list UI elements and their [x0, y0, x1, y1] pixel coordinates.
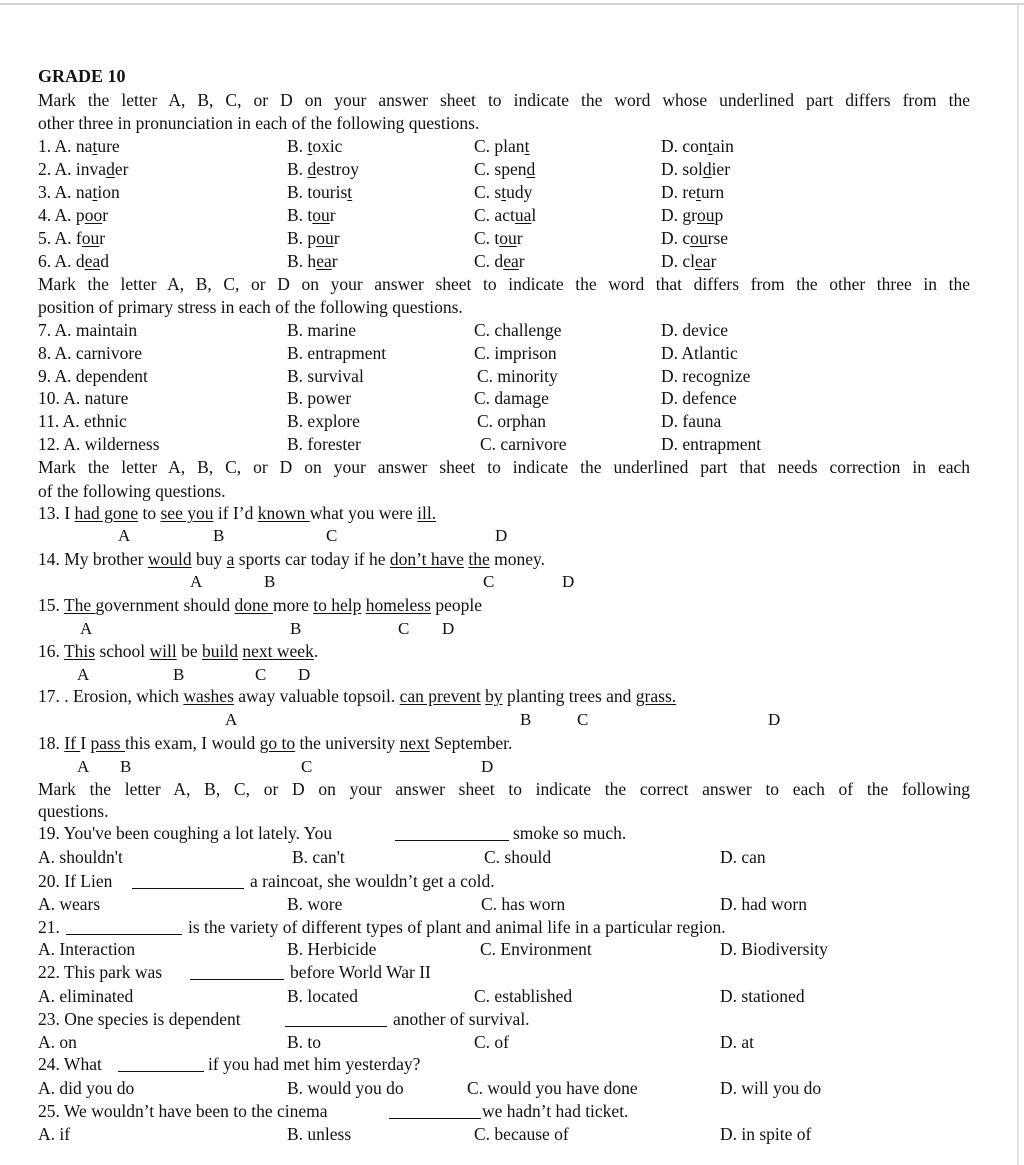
- question-23-option-c: C. of: [474, 1032, 509, 1052]
- question-18-label-d: D: [481, 757, 494, 776]
- question-7-option-c: C. challenge: [474, 320, 562, 340]
- question-14-label-b: B: [264, 572, 276, 591]
- question-14-label-d: D: [562, 572, 575, 591]
- instruction-stress-line1: Mark the letter A, B, C, or D on your answer sheet to indicate the word that differs from the other three in the: [38, 274, 970, 294]
- question-20-option-c: C. has worn: [481, 894, 566, 914]
- question-22-option-a: A. eliminated: [38, 986, 134, 1006]
- question-17-label-b: B: [520, 710, 532, 729]
- question-1-option-b: B. toxic: [287, 136, 343, 156]
- instruction-correct-line1: Mark the letter A, B, C, or D on your answer sheet to indicate the correct answer to each of the following: [38, 779, 970, 799]
- question-22-stem-start: 22. This park was: [38, 962, 163, 982]
- question-24-option-b: B. would you do: [287, 1078, 404, 1098]
- question-8-option-a: 8. A. carnivore: [38, 343, 142, 363]
- question-10-option-c: C. damage: [474, 388, 549, 408]
- question-14-label-c: C: [483, 572, 495, 591]
- question-20-option-b: B. wore: [287, 894, 343, 914]
- question-12-option-d: D. entrapment: [661, 434, 762, 454]
- question-24-option-c: C. would you have done: [467, 1078, 638, 1098]
- question-21-blank: [66, 920, 182, 935]
- question-25-stem-start: 25. We wouldn’t have been to the cinema: [38, 1101, 328, 1121]
- question-15-label-c: C: [398, 619, 410, 638]
- question-18-sentence: 18. If I pass this exam, I would go to the university next September.: [38, 733, 513, 753]
- question-6-option-a: 6. A. dead: [38, 251, 109, 271]
- question-3-option-d: D. return: [661, 182, 725, 202]
- question-13-label-b: B: [213, 526, 225, 545]
- question-17-label-a: A: [225, 710, 238, 729]
- question-15-label-d: D: [442, 619, 455, 638]
- question-11-option-a: 11. A. ethnic: [38, 411, 127, 431]
- question-19-option-b: B. can't: [292, 847, 345, 867]
- question-11-option-b: B. explore: [287, 411, 360, 431]
- question-23-blank: [285, 1012, 387, 1027]
- question-12-option-b: B. forester: [287, 434, 361, 454]
- question-3-option-a: 3. A. nation: [38, 182, 120, 202]
- question-25-option-c: C. because of: [474, 1124, 569, 1144]
- question-19-stem-end: smoke so much.: [513, 823, 627, 843]
- question-16-label-d: D: [298, 665, 311, 684]
- question-7-option-d: D. device: [661, 320, 729, 340]
- question-21-option-b: B. Herbicide: [287, 939, 377, 959]
- question-23-option-a: A. on: [38, 1032, 77, 1052]
- question-20-blank: [132, 874, 244, 889]
- instruction-error-line1: Mark the letter A, B, C, or D on your answer sheet to indicate the underlined part that needs correction in each: [38, 457, 970, 477]
- question-7-option-b: B. marine: [287, 320, 357, 340]
- question-16-sentence: 16. This school will be build next week.: [38, 641, 319, 661]
- question-19-option-d: D. can: [720, 847, 766, 867]
- question-4-option-a: 4. A. poor: [38, 205, 109, 225]
- question-24-option-a: A. did you do: [38, 1078, 135, 1098]
- question-23-option-d: D. at: [720, 1032, 755, 1052]
- top-border: [0, 3, 1024, 5]
- question-6-option-c: C. dear: [474, 251, 525, 271]
- question-10-option-a: 10. A. nature: [38, 388, 129, 408]
- question-22-stem-end: before World War II: [290, 962, 431, 982]
- instruction-error-line2: of the following questions.: [38, 481, 226, 501]
- question-15-sentence: 15. The government should done more to help homeless people: [38, 595, 482, 615]
- question-25-blank: [389, 1104, 481, 1119]
- question-25-option-b: B. unless: [287, 1124, 352, 1144]
- question-9-option-d: D. recognize: [661, 366, 751, 386]
- question-11-option-d: D. fauna: [661, 411, 722, 431]
- question-9-option-b: B. survival: [287, 366, 364, 386]
- question-23-stem-end: another of survival.: [393, 1009, 530, 1029]
- question-22-option-b: B. located: [287, 986, 358, 1006]
- question-22-option-d: D. stationed: [720, 986, 805, 1006]
- question-13-label-a: A: [118, 526, 131, 545]
- right-border: [1017, 5, 1019, 1165]
- question-21-stem-end: is the variety of different types of plant and animal life in a particular region.: [188, 917, 726, 937]
- question-21-option-c: C. Environment: [480, 939, 592, 959]
- question-15-label-a: A: [80, 619, 93, 638]
- question-1-option-c: C. plant: [474, 136, 530, 156]
- question-19-blank: [395, 826, 509, 841]
- question-21-option-d: D. Biodiversity: [720, 939, 828, 959]
- question-16-label-b: B: [173, 665, 185, 684]
- page-title: GRADE 10: [38, 66, 126, 86]
- question-19-option-c: C. should: [484, 847, 552, 867]
- question-16-label-c: C: [255, 665, 267, 684]
- question-10-option-d: D. defence: [661, 388, 737, 408]
- question-8-option-b: B. entrapment: [287, 343, 387, 363]
- question-18-label-b: B: [120, 757, 132, 776]
- question-1-option-d: D. contain: [661, 136, 734, 156]
- question-15-label-b: B: [290, 619, 302, 638]
- question-17-sentence: 17. . Erosion, which washes away valuable topsoil. can prevent by planting trees and grass.: [38, 686, 677, 706]
- question-18-label-c: C: [301, 757, 313, 776]
- question-3-option-b: B. tourist: [287, 182, 353, 202]
- question-1-option-a: 1. A. nature: [38, 136, 120, 156]
- question-9-option-c: C. minority: [477, 366, 558, 386]
- question-5-option-d: D. course: [661, 228, 729, 248]
- question-22-blank: [190, 965, 284, 980]
- question-6-option-b: B. hear: [287, 251, 338, 271]
- question-5-option-a: 5. A. four: [38, 228, 106, 248]
- question-20-stem-end: a raincoat, she wouldn’t get a cold.: [250, 871, 495, 891]
- question-10-option-b: B. power: [287, 388, 352, 408]
- question-21-stem-start: 21.: [38, 917, 60, 937]
- question-25-stem-end: we hadn’t had ticket.: [482, 1101, 629, 1121]
- question-12-option-c: C. carnivore: [480, 434, 567, 454]
- question-7-option-a: 7. A. maintain: [38, 320, 138, 340]
- question-17-label-d: D: [768, 710, 781, 729]
- question-8-option-d: D. Atlantic: [661, 343, 738, 363]
- question-24-stem-start: 24. What: [38, 1054, 102, 1074]
- question-20-stem-start: 20. If Lien: [38, 871, 113, 891]
- question-19-stem-start: 19. You've been coughing a lot lately. You: [38, 823, 333, 843]
- question-4-option-b: B. tour: [287, 205, 336, 225]
- question-21-option-a: A. Interaction: [38, 939, 136, 959]
- instruction-pronunciation-line2: other three in pronunciation in each of the following questions.: [38, 113, 480, 133]
- question-24-option-d: D. will you do: [720, 1078, 822, 1098]
- question-18-label-a: A: [77, 757, 90, 776]
- question-9-option-a: 9. A. dependent: [38, 366, 148, 386]
- question-17-label-c: C: [577, 710, 589, 729]
- question-23-option-b: B. to: [287, 1032, 322, 1052]
- question-25-option-d: D. in spite of: [720, 1124, 812, 1144]
- question-2-option-c: C. spend: [474, 159, 536, 179]
- question-24-stem-end: if you had met him yesterday?: [208, 1054, 421, 1074]
- question-25-option-a: A. if: [38, 1124, 71, 1144]
- question-2-option-b: B. destroy: [287, 159, 359, 179]
- question-13-sentence: 13. I had gone to see you if I’d known what you were ill.: [38, 503, 437, 523]
- question-22-option-c: C. established: [474, 986, 573, 1006]
- question-11-option-c: C. orphan: [477, 411, 547, 431]
- question-4-option-c: C. actual: [474, 205, 537, 225]
- instruction-pronunciation-line1: Mark the letter A, B, C, or D on your answer sheet to indicate the word whose underlined part differs from the: [38, 90, 970, 110]
- question-2-option-a: 2. A. invader: [38, 159, 129, 179]
- question-8-option-c: C. imprison: [474, 343, 557, 363]
- question-4-option-d: D. group: [661, 205, 724, 225]
- question-12-option-a: 12. A. wilderness: [38, 434, 160, 454]
- question-24-blank: [118, 1057, 204, 1072]
- question-23-stem-start: 23. One species is dependent: [38, 1009, 241, 1029]
- question-20-option-a: A. wears: [38, 894, 101, 914]
- question-16-label-a: A: [77, 665, 90, 684]
- instruction-correct-line2: questions.: [38, 801, 109, 821]
- question-13-label-c: C: [326, 526, 338, 545]
- instruction-stress-line2: position of primary stress in each of the following questions.: [38, 297, 463, 317]
- question-2-option-d: D. soldier: [661, 159, 731, 179]
- question-14-sentence: 14. My brother would buy a sports car today if he don’t have the money.: [38, 549, 545, 569]
- question-14-label-a: A: [190, 572, 203, 591]
- question-3-option-c: C. study: [474, 182, 533, 202]
- question-19-option-a: A. shouldn't: [38, 847, 123, 867]
- question-5-option-b: B. pour: [287, 228, 340, 248]
- question-5-option-c: C. tour: [474, 228, 523, 248]
- question-20-option-d: D. had worn: [720, 894, 807, 914]
- question-13-label-d: D: [495, 526, 508, 545]
- question-6-option-d: D. clear: [661, 251, 717, 271]
